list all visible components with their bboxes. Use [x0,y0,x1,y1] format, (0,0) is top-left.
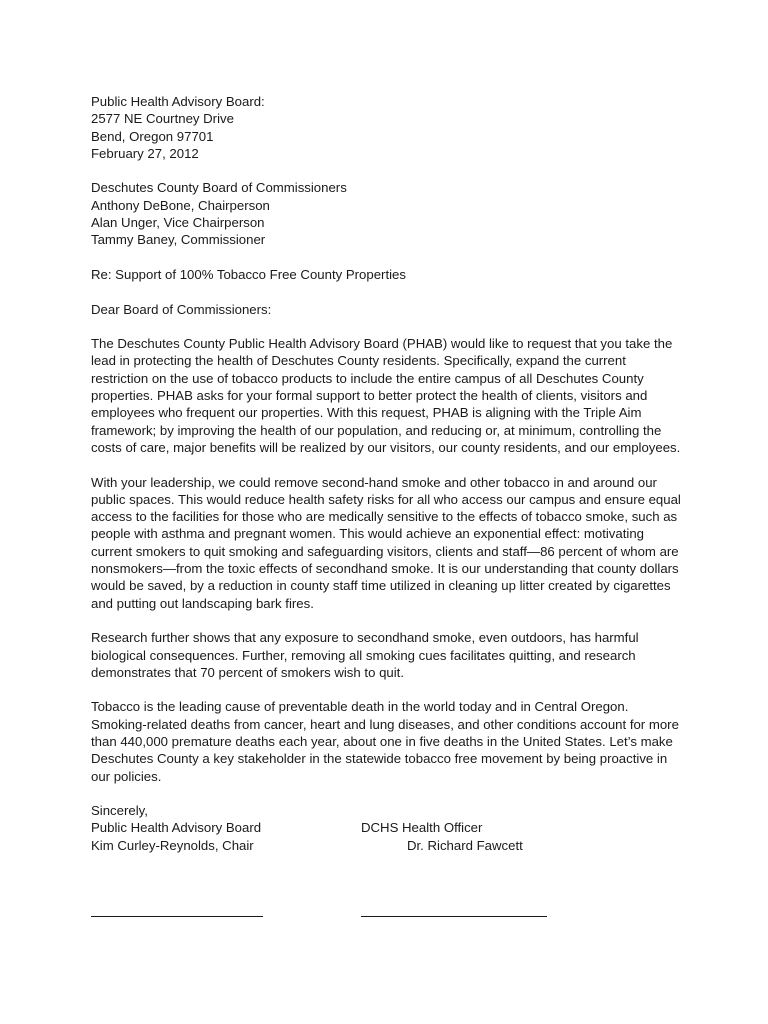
recipient-name: Anthony DeBone, Chairperson [91,197,270,213]
signer-name: Dr. Richard Fawcett [407,837,523,853]
letter [91,93,681,923]
signature-line [361,916,547,917]
signature-block [91,802,681,923]
body-paragraph: Tobacco is the leading cause of preventable death in the world today and in Central Oregon. Smoking-related deaths from cancer, heart and lung diseases, and other conditions account for more than 440,000 premature deaths each year, about one in five deaths in the United States. Let’s make Deschutes County a key stakeholder in the statewide tobacco free movement by being proactive in our policies. [91,699,679,784]
sender-city: Bend, Oregon 97701 [91,128,214,144]
signer-title: Public Health Advisory Board [91,820,262,836]
signer-name: Kim Curley-Reynolds, Chair [91,837,254,853]
recipient-name: Alan Unger, Vice Chairperson [91,215,265,231]
signature-lines [91,906,681,923]
sender-address [91,93,681,162]
signature-names [91,837,681,854]
recipient-board: Deschutes County Board of Commissioners [91,180,347,196]
signer-title: DCHS Health Officer [361,820,483,836]
signature-line [91,916,263,917]
body-paragraph: With your leadership, we could remove second-hand smoke and other tobacco in and around our public spaces. This would reduce health safety risks for all who access our campus and ensure equal access to the facilities for those who are medically sensitive to the effects of tobacco smoke, such as people with asthma and pregnant women. This would achieve an exponential effect: motivating current smokers to quit smoking and safeguarding visitors, clients and staff—86 percent of whom are nonsmokers—from the toxic effects of secondhand smoke. It is our understanding that county dollars would be saved, by a reduction in county staff time utilized in cleaning up litter created by cigarettes and putting out landscaping bark fires. [91,474,681,611]
salutation: Dear Board of Commissioners: [91,301,272,317]
letter-date: February 27, 2012 [91,145,199,161]
subject-line: Re: Support of 100% Tobacco Free County Properties [91,266,406,282]
body-paragraph: Research further shows that any exposure to secondhand smoke, even outdoors, has harmful biological consequences. Further, removing all smoking cues facilitates quitting, and research demonstrates that 70 percent of smokers wish to quit. [91,630,639,680]
signature-titles [91,819,681,836]
body-paragraph: The Deschutes County Public Health Advisory Board (PHAB) would like to request that you take the lead in protecting the health of Deschutes County residents. Specifically, expand the current restriction on the use of tobacco products to include the entire campus of all Deschutes County properties. PHAB asks for your formal support to better protect the health of clients, visitors and employees who frequent our properties. With this request, PHAB is aligning with the Triple Aim framework; by improving the health of our population, and reducing or, at minimum, controlling the costs of care, major benefits will be realized by our visitors, our county residents, and our employees. [91,336,681,455]
closing: Sincerely, [91,803,148,819]
recipient-address [91,179,681,248]
sender-street: 2577 NE Courtney Drive [91,111,234,127]
sender-org: Public Health Advisory Board: [91,94,265,109]
recipient-name: Tammy Baney, Commissioner [91,232,266,248]
